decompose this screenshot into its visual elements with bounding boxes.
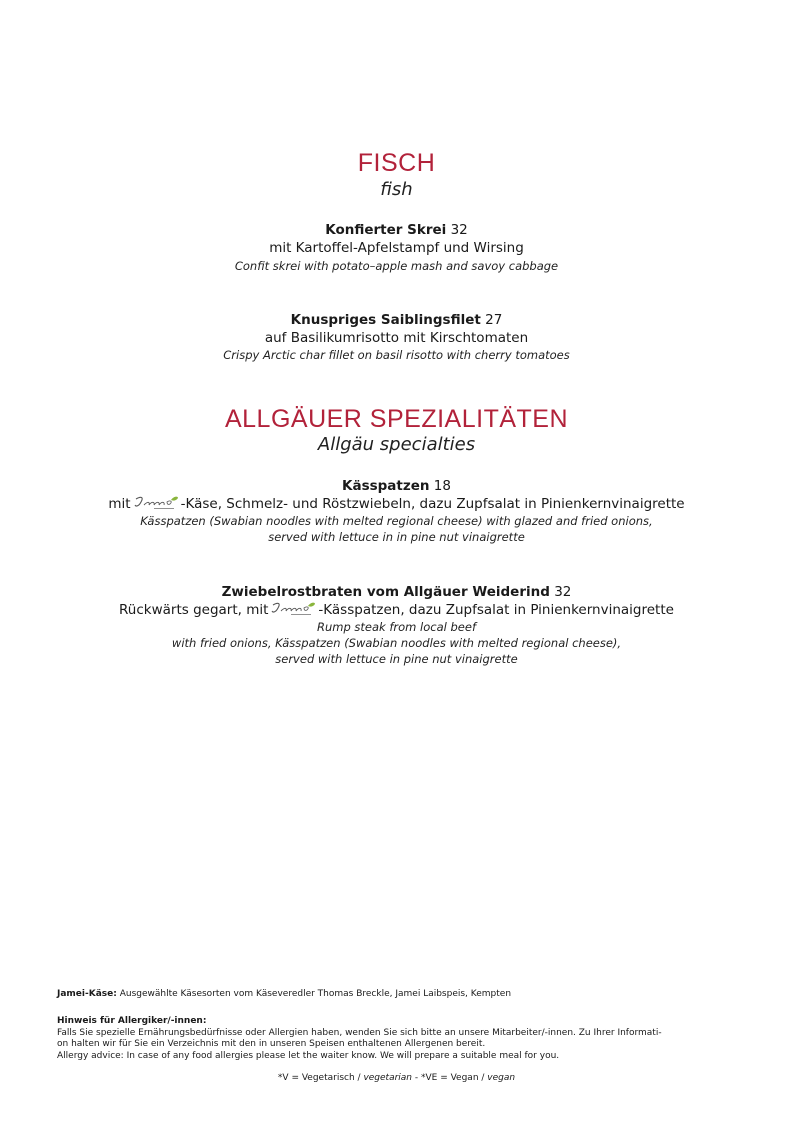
allergy-heading: Hinweis für Allergiker/-innen: [57,1016,207,1026]
jamei-note-label: Jamei-Käse: [57,989,117,999]
diet-legend [0,1073,793,1084]
jamei-note-text: Ausgewählte Käsesorten vom Käseveredler Thomas Breckle, Jamei Laibspeis, Kempten [116,989,512,999]
dish-desc-suffix: -Kässpatzen, dazu Zupfsalat in Pinienkernvinaigrette [318,602,674,618]
dish-price: 32 [554,584,572,600]
allergy-notice [57,1016,717,1062]
section-subtitle-allgaeu: Allgäu specialties [317,434,476,455]
dish-description-en: Confit skrei with potato–apple mash and savoy cabbage [234,259,559,273]
dish-description-en-line: served with lettuce in in pine nut vinaigrette [268,530,525,544]
dish-desc-prefix: mit [108,496,131,512]
dish-title [0,311,793,329]
dish-description-de [0,495,793,513]
dish-title [0,477,793,495]
legend-vegan-en: vegan [487,1073,516,1083]
dish-title [0,221,793,239]
section-title-allgaeu: ALLGÄUER SPEZIALITÄTEN [224,405,569,433]
dish-name: Knuspriges Saiblingsfilet [290,312,481,328]
dish-name: Kässpatzen [342,478,430,494]
dish-price: 32 [450,222,468,238]
dish-description-en-line: with fried onions, Kässpatzen (Swabian noodles with melted regional cheese), [171,636,622,650]
dish-name: Konfierter Skrei [325,222,447,238]
dish-description-en-line: Kässpatzen (Swabian noodles with melted regional cheese) with glazed and fried onions, [140,514,653,528]
dish-desc-suffix: -Käse, Schmelz- und Röstzwiebeln, dazu Zupfsalat in Pinienkernvinaigrette [180,496,685,512]
dish-description-de: mit Kartoffel-Apfelstampf und Wirsing [269,240,524,256]
dish-title [0,583,793,601]
dish-description-en: Crispy Arctic char fillet on basil risotto with cherry tomatoes [223,348,570,362]
legend-vegan: - *VE = Vegan / [412,1073,488,1083]
dish-price: 27 [485,312,503,328]
section-subtitle-fish: fish [380,179,413,200]
legend-vegetarian: *V = Vegetarisch / [277,1073,364,1083]
dish-name: Zwiebelrostbraten vom Allgäuer Weiderind [221,584,550,600]
legend-vegetarian-en: vegetarian [363,1073,413,1083]
dish-description-de: auf Basilikumrisotto mit Kirschtomaten [264,330,529,346]
jamei-logo-icon [132,495,180,511]
dish-desc-prefix: Rückwärts gegart, mit [119,602,269,618]
allergy-text-de: Falls Sie spezielle Ernährungsbedürfnisse oder Allergien haben, wenden Sie sich bitte an unsere Mitarbeiter/-innen. Zu Ihrer Informati- [57,1027,662,1038]
jamei-cheese-note [57,989,717,1001]
dish-description-de [0,601,793,619]
section-title-fisch: FISCH [357,149,436,177]
dish-description-en-line: served with lettuce in pine nut vinaigrette [275,652,518,666]
dish-price: 18 [433,478,451,494]
jamei-logo-icon [269,601,317,617]
dish-description-en-line: Rump steak from local beef [317,620,476,634]
allergy-text-en: Allergy advice: In case of any food allergies please let the waiter know. We will prepare a suitable meal for you. [57,1050,560,1061]
allergy-text-de: on halten wir für Sie ein Verzeichnis mit den in unseren Speisen enthaltenen Allergenen bereit. [57,1039,486,1049]
